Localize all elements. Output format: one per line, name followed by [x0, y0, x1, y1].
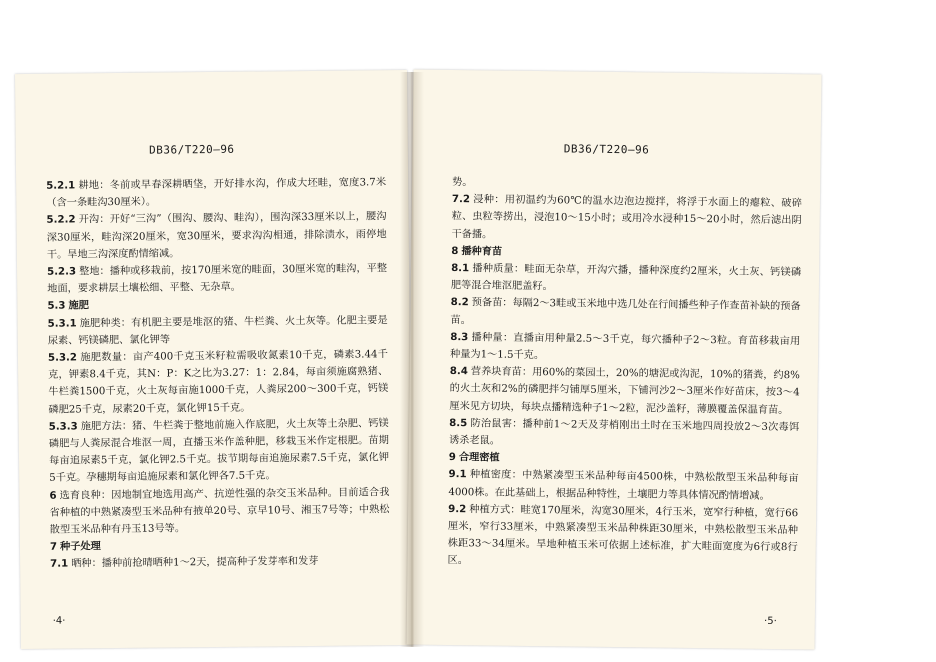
clause-number: 9.1 [448, 469, 467, 481]
paragraph-text: 势。 [452, 177, 473, 189]
page-body [447, 174, 802, 574]
paragraph-text: 播种质量：畦面无杂草，开沟穴播，播种深度约2厘米，火土灰、钙镁磷肥等混合堆沤肥盖籽。 [450, 263, 802, 293]
heading-text: 播种育苗 [461, 245, 503, 258]
paragraph [450, 294, 800, 333]
paragraph [49, 484, 390, 539]
clause-number: 8.2 [450, 297, 469, 309]
clause-number: 9.2 [448, 503, 467, 516]
paragraph [47, 260, 387, 298]
clause-number: 6 [49, 490, 57, 502]
paragraph-text: 整地：播种或移栽前，按170厘米宽的畦面，30厘米宽的畦沟，平整地面，要求耕层土壤松细、平整、无杂草。 [47, 263, 388, 295]
paragraph-text: 浸种：用初温约为60℃的温水边泡边搅拌，将浮于水面上的瘪粒、破碎粒、虫粒等捞出，浸泡10～15小时；或用冷水浸种15～20小时，然后滤出阴干备播。 [451, 194, 802, 241]
paragraph [448, 466, 798, 505]
clause-number: 8.4 [449, 366, 468, 378]
clause-number: 8 [451, 245, 459, 257]
page-number: ·4· [52, 615, 66, 627]
left-page [15, 70, 413, 649]
clause-number: 5.3 [47, 300, 66, 313]
clause-number: 7.2 [451, 194, 471, 206]
paragraph-text: 开沟：开好“三沟”（围沟、腰沟、畦沟），围沟深33厘米以上，腰沟深30厘米，畦沟深20厘米，宽30厘米，要求沟沟相通，排除渍水，雨停地干。旱地三沟深度酌情缩减。 [46, 211, 387, 261]
paragraph-text: 施肥种类：有机肥主要是堆沤的猪、牛栏粪、火土灰等。化肥主要是尿素、钙镁磷肥、氯化钾等 [47, 314, 388, 347]
clause-number: 7.1 [50, 559, 69, 571]
heading-text: 合理密植 [458, 452, 500, 464]
paragraph [451, 191, 802, 247]
paragraph-text: 施肥数量：亩产400千克玉米籽粒需吸收氮素10千克，磷素3.44千克，钾素8.4千克，其N：P：K之比为3.27：1：2.84，每亩须施腐熟猪、牛栏粪1500千克，火土灰每亩施1000千克，人粪尿200～300千克，钙镁磷肥25千克，尿素20千克，氯化钾15千克。 [48, 349, 389, 416]
clause-number: 5.2.2 [46, 214, 76, 227]
clause-number: 5.3.2 [47, 352, 78, 364]
page-header: DB36/T220—96 [148, 142, 235, 157]
clause-number: 7 [49, 541, 58, 553]
clause-number: 5.2.1 [46, 180, 76, 192]
paragraph [451, 260, 801, 299]
clause-number: 8.3 [450, 331, 469, 344]
paragraph-text: 选育良种：因地制宜地选用高产、抗逆性强的杂交玉米品种。目前适合我省种植的中熟紧凑型玉米品种有掖单20号、京早10号、湘玉7号等；中熟松散型玉米品种有丹玉13号等。 [49, 486, 390, 536]
paragraph-text: 播种量：直播亩用种量2.5～3千克，每穴播种子2～3粒。育苗移栽亩用种量为1～1.5千克。 [449, 332, 801, 362]
paragraph [48, 346, 389, 418]
paragraph [46, 209, 387, 264]
heading-text: 种子处理 [59, 541, 101, 553]
clause-number: 5.2.3 [47, 266, 77, 278]
page-number: ·5· [764, 615, 777, 628]
paragraph [48, 312, 388, 350]
paragraph-text: 种植密度：中熟紧凑型玉米品种每亩4500株，中熟松散型玉米品种每亩4000株。在此基础上，根据品种特性，土壤肥力等具体情况酌情增减。 [448, 469, 799, 502]
clause-number: 8.5 [449, 417, 468, 430]
paragraph-text: 晒种：播种前抢晴晒种1～2天，提高种子发芽率和发芽 [71, 556, 319, 570]
right-page [407, 70, 822, 650]
heading-text: 施肥 [68, 300, 89, 312]
paragraph-text: 营养块育苗：用60%的菜园土，20%的塘泥或沟泥，10%的猪粪，约8%的火土灰和2%的磷肥拌匀铺厚5厘米，下铺河沙2～3厘米作好苗床，按3～4厘米见方切块，每块点播精选种子1～2粒，泥沙盖籽，薄膜覆盖保温育苗。 [449, 366, 800, 416]
paragraph [46, 174, 386, 212]
page-body [46, 174, 390, 573]
paragraph [447, 501, 798, 574]
book-spread [18, 72, 810, 647]
clause-number: 5.3.3 [48, 421, 78, 433]
paragraph [450, 329, 800, 368]
paragraph-text: 种植方式：畦宽170厘米，沟宽30厘米，4行玉米，宽窄行种植，宽行66厘米，窄行33厘米，中熟紧凑型玉米品种株距30厘米，中熟松散型玉米品种株距33～34厘米。旱地种植玉米可依据上述标准，扩大畦面宽度为6行或8行区。 [447, 504, 799, 567]
page-header: DB36/T220—96 [563, 142, 650, 157]
clause-number: 8.1 [451, 263, 470, 275]
paragraph [449, 415, 799, 454]
clause-number: 5.3.1 [47, 318, 77, 330]
paragraph-text: 防治鼠害：播种前1～2天及芽梢刚出土时在玉米地四周投放2～3次毒饵诱杀老鼠。 [448, 418, 800, 447]
clause-number: 9 [448, 452, 456, 464]
paragraph [449, 363, 800, 419]
paragraph [50, 553, 390, 574]
paragraph [49, 415, 390, 487]
paragraph-text: 预备苗：每隔2～3畦或玉米地中选几处在行间播些种子作查苗补缺的预备苗。 [450, 297, 801, 326]
paragraph-text: 施肥方法：猪、牛栏粪于整地前施入作底肥，火土灰等土杂肥、钙镁磷肥与人粪尿混合堆沤一周，直播玉米作盖种肥，移栽玉米作定根肥。苗期每亩追尿素5千克，氯化钾2.5千克。拔节期每亩追施尿素7.5千克，氯化钾5千克。孕穗期每亩追施尿素和氯化钾各7.5千克。 [48, 418, 390, 485]
paragraph-text: 耕地：冬前或早春深耕晒垡，开好排水沟，作成大坯畦，宽度3.7米（含一条畦沟30厘米）。 [46, 177, 387, 209]
